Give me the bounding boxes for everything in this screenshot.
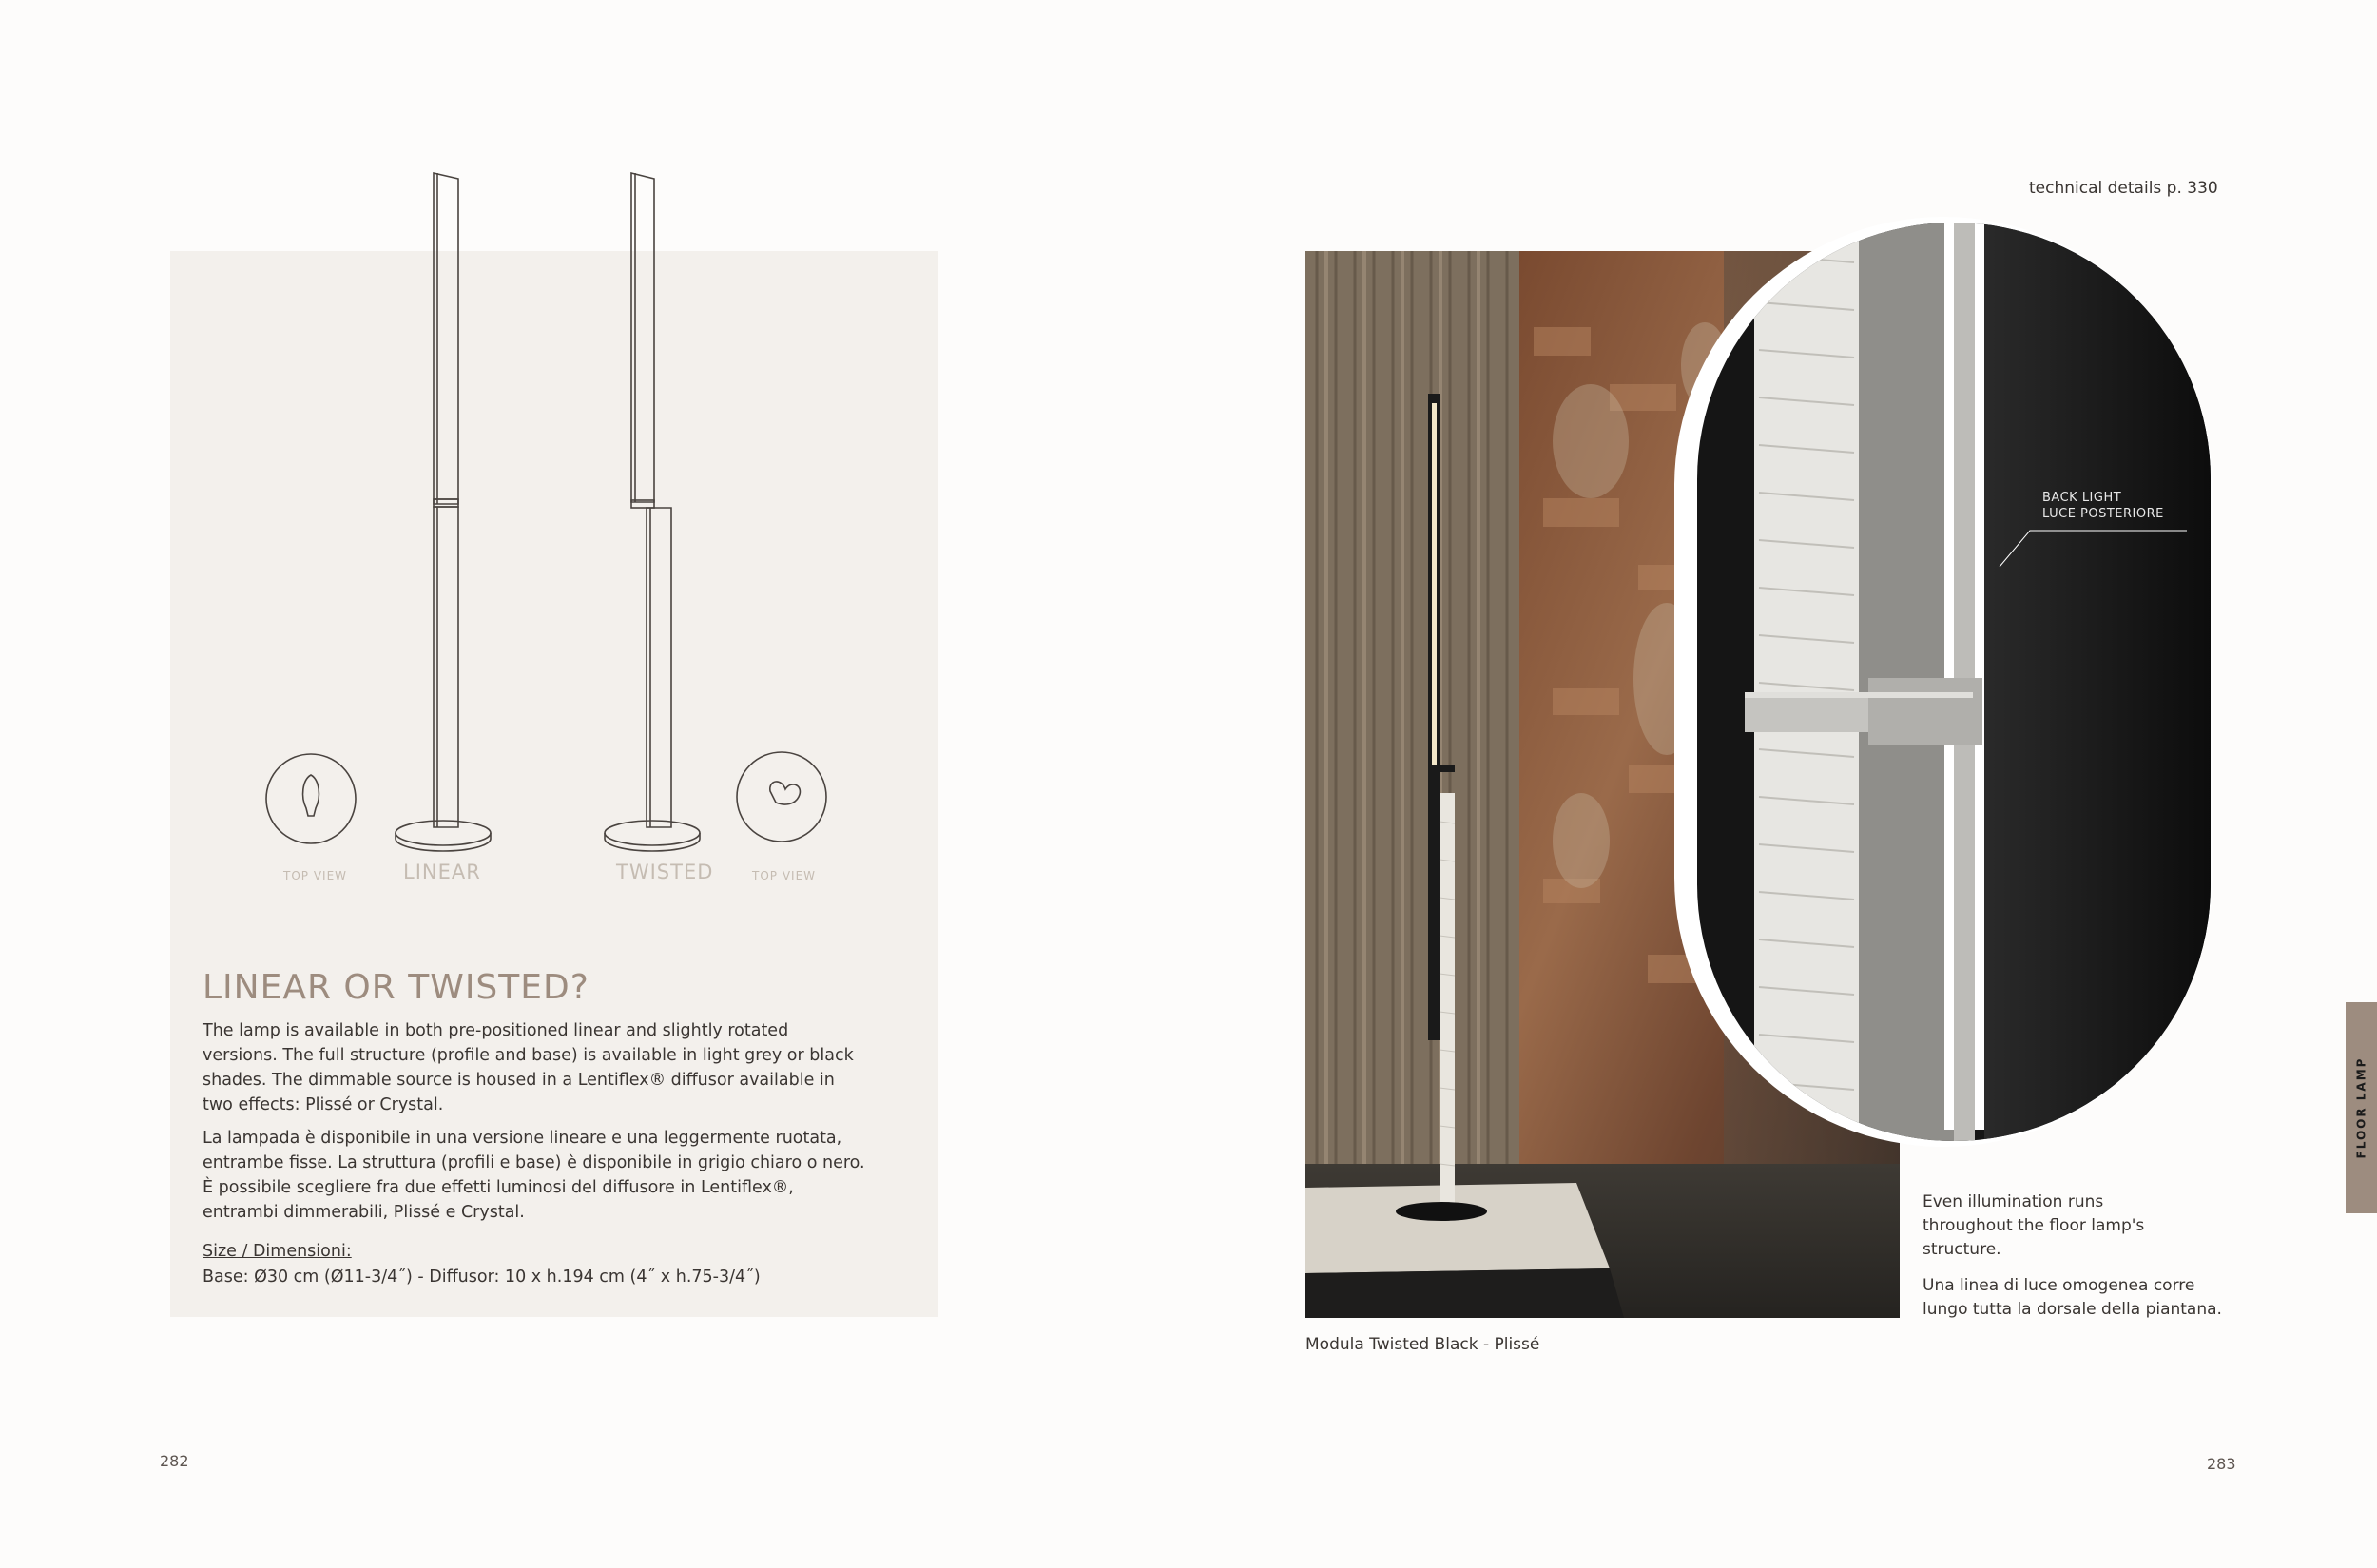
page-number-left: 282 [160, 1452, 189, 1470]
linear-lamp-drawing [396, 173, 491, 851]
linear-label: LINEAR [403, 861, 481, 883]
callout-italian: Una linea di luce omogenea corre lungo tutta la dorsale della piantana. [1923, 1276, 2222, 1319]
description-italian: La lampada è disponibile in una versione lineare e una leggermente ruotata, entrambe fisse. La struttura (profili e base) è disponibile in grigio chiaro o nero. È possibile scegliere fra due effetti luminosi del diffusore in Lentiflex®, entrambi dimmerabili, Plissé e Crystal. [203, 1129, 865, 1222]
twisted-label: TWISTED [616, 861, 714, 883]
back-light-label-line2: LUCE POSTERIORE [2042, 507, 2164, 521]
top-view-label-right: TOP VIEW [752, 869, 817, 882]
photo-caption: Modula Twisted Black - Plissé [1305, 1335, 1540, 1354]
page-number-right: 283 [2207, 1455, 2236, 1473]
description-english: The lamp is available in both pre-positioned linear and slightly rotated versions. The full structure (profile and base) is available in light grey or black shades. The dimmable source is housed in a Lentiflex® diffusor available in two effects: Plissé or Crystal. [203, 1021, 854, 1114]
section-tab-label [2346, 1002, 2377, 1213]
callout-english: Even illumination runs throughout the floor lamp's structure. [1923, 1192, 2145, 1259]
top-view-label-left: TOP VIEW [283, 869, 348, 882]
section-heading: LINEAR OR TWISTED? [203, 968, 589, 1007]
top-view-linear-icon [266, 754, 356, 843]
back-light-label-line1: BACK LIGHT [2042, 491, 2122, 505]
top-view-twisted-icon [737, 752, 826, 842]
technical-details-reference: technical details p. 330 [2029, 179, 2218, 198]
size-value: Base: Ø30 cm (Ø11-3/4˝) - Diffusor: 10 x h.194 cm (4˝ x h.75-3/4˝) [203, 1268, 761, 1287]
twisted-lamp-drawing [605, 173, 700, 851]
lamp-drawings [247, 162, 856, 903]
detail-closeup [1669, 217, 2220, 1149]
size-label: Size / Dimensioni: [203, 1242, 352, 1261]
side-tab-text: FLOOR LAMP [2354, 1056, 2368, 1159]
